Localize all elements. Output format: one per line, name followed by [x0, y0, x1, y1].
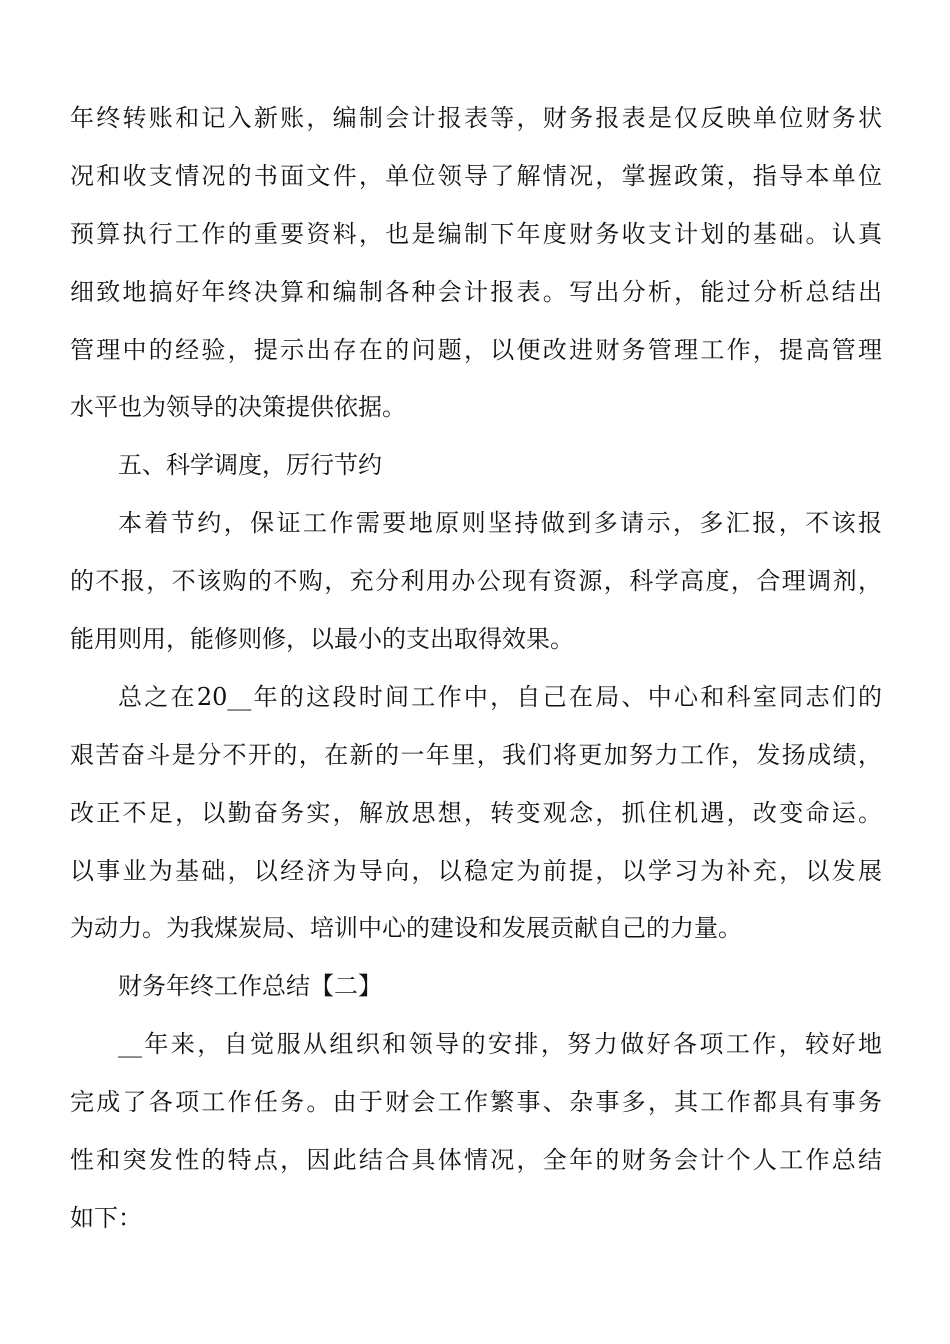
text-line: 改正不足，以勤奋务实，解放思想，转变观念，抓住机遇，改变命运。: [70, 798, 882, 827]
text-line: 财务年终工作总结【二】: [118, 972, 382, 1001]
text-line: 五、科学调度，厉行节约: [118, 451, 382, 480]
text-line: 预算执行工作的重要资料，也是编制下年度财务收支计划的基础。认真: [70, 219, 882, 248]
text-line: 本着节约，保证工作需要地原则坚持做到多请示，多汇报，不该报: [118, 509, 882, 538]
text-line: 水平也为领导的决策提供依据。: [70, 393, 406, 422]
text-line: __年来，自觉服从组织和领导的安排，努力做好各项工作，较好地: [118, 1030, 882, 1059]
text-line: 如下：: [70, 1203, 142, 1232]
text-line: 艰苦奋斗是分不开的，在新的一年里，我们将更加努力工作，发扬成绩，: [70, 740, 882, 769]
text-line: 细致地搞好年终决算和编制各种会计报表。写出分析，能过分析总结出: [70, 277, 882, 306]
text-line: 总之在20__年的这段时间工作中，自己在局、中心和科室同志们的: [118, 682, 882, 711]
text-line: 管理中的经验，提示出存在的问题，以便改进财务管理工作，提高管理: [70, 335, 882, 364]
text-line: 年终转账和记入新账，编制会计报表等，财务报表是仅反映单位财务状: [70, 104, 882, 132]
text-line: 为动力。为我煤炭局、培训中心的建设和发展贡献自己的力量。: [70, 914, 742, 943]
text-line: 况和收支情况的书面文件，单位领导了解情况，掌握政策，指导本单位: [70, 161, 882, 190]
text-line: 完成了各项工作任务。由于财会工作繁事、杂事多，其工作都具有事务: [70, 1088, 882, 1117]
document-body: [70, 90, 882, 1248]
text-line: 的不报，不该购的不购，充分利用办公现有资源，科学高度，合理调剂，: [70, 567, 882, 596]
text-line: 能用则用，能修则修，以最小的支出取得效果。: [70, 625, 574, 654]
text-line: 性和突发性的特点，因此结合具体情况，全年的财务会计个人工作总结: [70, 1146, 882, 1175]
text-line: 以事业为基础，以经济为导向，以稳定为前提，以学习为补充，以发展: [70, 856, 882, 885]
